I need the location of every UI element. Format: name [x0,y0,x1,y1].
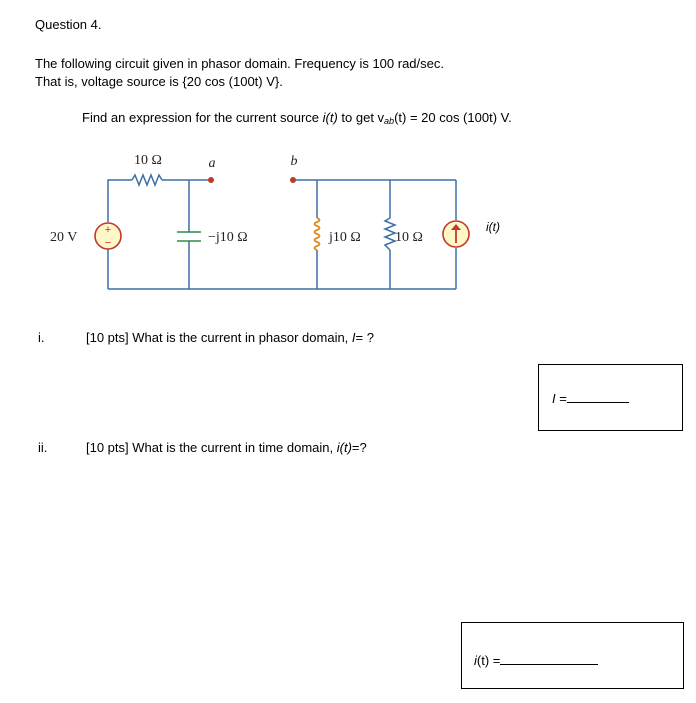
source-label: 20 V [50,230,78,245]
find-prefix: Find an expression for the current source [82,110,323,125]
part-ii-numeral: ii. [38,440,48,455]
part-i-numeral: i. [38,330,45,345]
part-ii-suffix: =? [351,440,367,455]
answer-i-line [552,391,629,406]
capacitor-label: −j10 Ω [208,230,248,245]
answer-ii-blank[interactable] [500,654,598,665]
resistor-r2 [385,218,395,250]
answer-i-eq: = [555,391,567,406]
source-plus: + [104,224,112,236]
answer-i-blank[interactable] [567,392,629,403]
node-b-dot [290,177,296,183]
inductor-label: j10 Ω [329,230,361,245]
answer-box-i[interactable] [538,364,683,431]
part-ii-question [86,440,367,455]
intro-line-1: The following circuit given in phasor domain. Frequency is 100 rad/sec. [35,56,444,71]
question-title: Question 4. [35,17,102,32]
part-i-question [86,330,374,345]
r2-label: 10 Ω [395,230,423,245]
resistor-r1 [132,175,162,185]
source-minus: − [104,237,112,249]
answer-ii-line [474,653,598,668]
part-ii-prefix: [10 pts] What is the current in time domain, [86,440,337,455]
find-mid: to get v [337,110,385,125]
answer-ii-eq: (t) = [476,653,501,668]
find-current-var: i(t) [322,110,338,125]
inductor [315,218,320,250]
intro-line-2: That is, voltage source is {20 cos (100t) V}. [35,74,283,89]
find-suffix: (t) = 20 cos (100t) V. [394,110,512,125]
find-subscript: ab [384,116,395,126]
part-ii-var: i(t) [336,440,352,455]
answer-ii-var: i [474,653,477,668]
answer-i-var: I [552,391,556,406]
r1-label: 10 Ω [134,153,162,168]
part-i-var: I [351,330,356,345]
capacitor [177,232,201,241]
node-b-label: b [290,154,298,169]
answer-box-ii[interactable] [461,622,684,689]
node-a-label: a [208,156,216,171]
node-a-dot [208,177,214,183]
part-i-suffix: = ? [355,330,374,345]
part-i-prefix: [10 pts] What is the current in phasor domain, [86,330,352,345]
current-label: i(t) [486,220,500,234]
